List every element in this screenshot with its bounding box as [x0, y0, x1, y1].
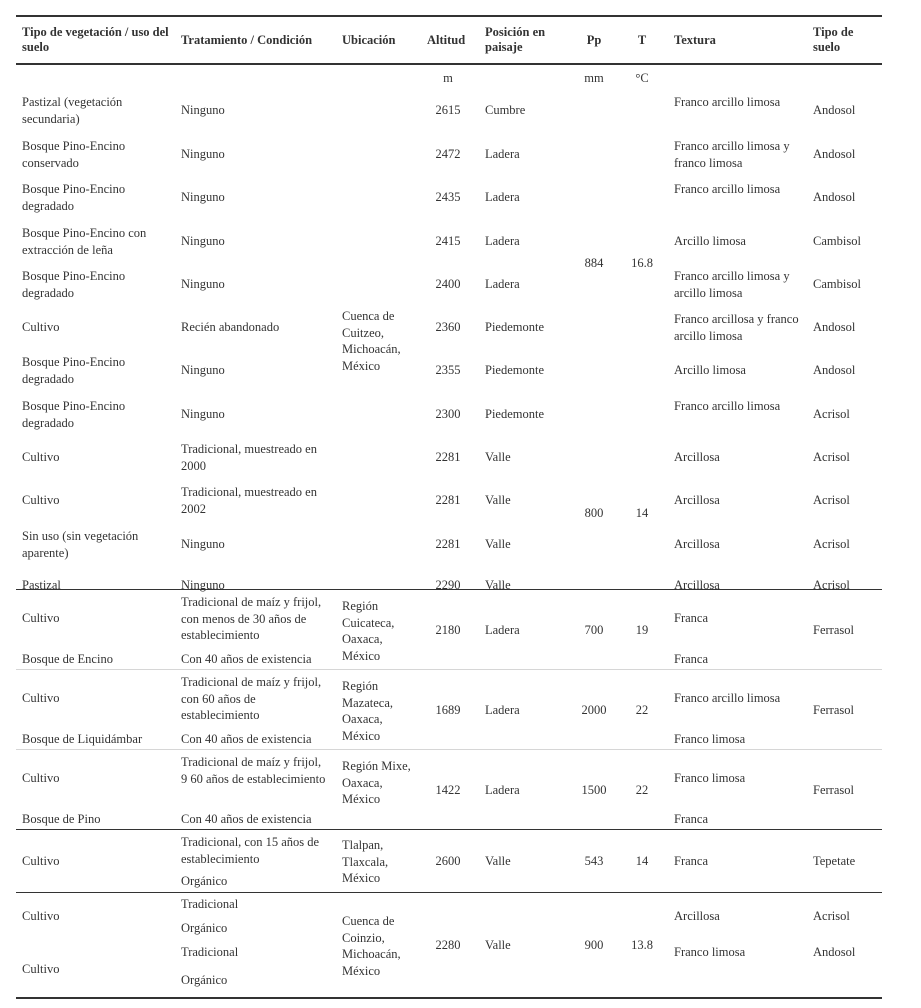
- location-coinzio: Cuenca de Coinzio, Michoacán, México: [342, 914, 401, 978]
- texture-cell: Franco limosa: [674, 771, 746, 785]
- vegetation-cell: Bosque de Liquidámbar: [22, 732, 143, 746]
- soil-type-cell: Acrisol: [813, 407, 850, 421]
- group-separator: [16, 892, 882, 893]
- altitude-tlalpan: 2600: [435, 854, 461, 868]
- altitude-cell: 2360: [435, 320, 461, 334]
- vegetation-cell: Bosque Pino-Encino degradado: [22, 399, 126, 430]
- altitude-cell: 2400: [435, 277, 461, 291]
- vegetation-cell: Cultivo: [22, 450, 60, 464]
- position-cell: Valle: [485, 450, 511, 464]
- soil-type-cell: Cambisol: [813, 234, 861, 248]
- temperature-cell: 19: [635, 623, 649, 637]
- vegetation-coinzio-1: Cultivo: [22, 909, 60, 923]
- soil-type-cell: Andosol: [813, 103, 856, 117]
- temperature-cuitzeo-lower: 14: [635, 506, 649, 520]
- soil-type-cell: Andosol: [813, 147, 856, 161]
- treatment-cell: Tradicional, muestreado en 2002: [181, 485, 317, 516]
- unit-precipitation: mm: [584, 71, 604, 85]
- treatment-tlalpan-organic: Orgánico: [181, 874, 228, 888]
- precipitation-cell: 1500: [581, 783, 607, 797]
- header-soil-type: Tipo de suelo: [813, 25, 854, 54]
- position-cell: Piedemonte: [485, 407, 545, 421]
- texture-tlalpan: Franca: [674, 854, 709, 868]
- vegetation-cell: Cultivo: [22, 771, 60, 785]
- treatment-cell: Tradicional, muestreado en 2000: [181, 442, 317, 473]
- texture-cell: Franco arcillo limosa: [674, 182, 781, 196]
- vegetation-cell: Bosque Pino-Encino degradado: [22, 269, 126, 300]
- position-cell: Ladera: [485, 190, 520, 204]
- treatment-cell: Ninguno: [181, 277, 225, 291]
- soil-type-cell: Andosol: [813, 190, 856, 204]
- position-cell: Valle: [485, 537, 511, 551]
- altitude-cell: 2290: [435, 578, 461, 592]
- altitude-cell: 2615: [435, 103, 461, 117]
- group-separator: [16, 749, 882, 750]
- altitude-cell: 2435: [435, 190, 461, 204]
- vegetation-cell: Bosque de Pino: [22, 812, 101, 826]
- texture-cell: Franco arcillosa y franco arcillo limosa: [674, 312, 799, 343]
- altitude-cell: 2415: [435, 234, 461, 248]
- position-cell: Ladera: [485, 703, 520, 717]
- texture-cell: Franco arcillo limosa: [674, 399, 781, 413]
- position-cell: Piedemonte: [485, 320, 545, 334]
- vegetation-cell: Cultivo: [22, 493, 60, 507]
- vegetation-cell: Bosque Pino-Encino degradado: [22, 182, 126, 213]
- texture-cell: Franco limosa: [674, 732, 746, 746]
- texture-coinzio-1: Arcillosa: [674, 909, 720, 923]
- treatment-tlalpan-traditional: Tradicional, con 15 años de establecimiento: [181, 835, 320, 866]
- texture-cell: Arcillosa: [674, 537, 720, 551]
- unit-temperature: °C: [635, 71, 649, 85]
- soil-tlalpan: Tepetate: [813, 854, 856, 868]
- treatment-cell: Ninguno: [181, 407, 225, 421]
- vegetation-cell: Cultivo: [22, 320, 60, 334]
- location-cuitzeo: Cuenca de Cuitzeo, Michoacán, México: [342, 309, 401, 373]
- treatment-cell: Con 40 años de existencia: [181, 732, 312, 746]
- texture-cell: Franco arcillo limosa y franco limosa: [674, 139, 790, 170]
- header-temperature: T: [637, 33, 647, 47]
- treatment-cell: Tradicional de maíz y frijol, con menos de 30 años de establecimiento: [181, 595, 322, 642]
- bottom-rule: [16, 997, 882, 999]
- precipitation-cell: 2000: [581, 703, 607, 717]
- vegetation-cell: Pastizal: [22, 578, 61, 592]
- treatment-cell: Ninguno: [181, 147, 225, 161]
- temperature-cell: 22: [635, 703, 649, 717]
- texture-cell: Franco arcillo limosa: [674, 691, 781, 705]
- position-cell: Ladera: [485, 623, 520, 637]
- temperature-coinzio: 13.8: [631, 938, 653, 952]
- vegetation-cell: Sin uso (sin vegetación aparente): [22, 529, 139, 560]
- vegetation-cell: Cultivo: [22, 691, 60, 705]
- location-tlalpan: Tlalpan, Tlaxcala, México: [342, 838, 389, 885]
- vegetation-cell: Bosque Pino-Encino degradado: [22, 355, 126, 386]
- header-position: Posición en paisaje: [485, 25, 546, 54]
- texture-cell: Franco arcillo limosa y arcillo limosa: [674, 269, 790, 300]
- texture-cell: Arcillo limosa: [674, 234, 746, 248]
- position-cell: Ladera: [485, 234, 520, 248]
- altitude-cell: 2281: [435, 537, 461, 551]
- soil-type-cell: Cambisol: [813, 277, 861, 291]
- unit-altitude: m: [443, 71, 453, 85]
- precipitation-tlalpan: 543: [584, 854, 604, 868]
- soil-type-cell: Acrisol: [813, 537, 850, 551]
- treatment-cell: Ninguno: [181, 234, 225, 248]
- group-separator: [16, 829, 882, 830]
- texture-cell: Franco arcillo limosa: [674, 95, 781, 109]
- soil-coinzio-2: Andosol: [813, 945, 856, 959]
- position-cell: Valle: [485, 493, 511, 507]
- group-separator: [16, 669, 882, 670]
- treatment-coinzio-3: Tradicional: [181, 945, 239, 959]
- treatment-cell: Ninguno: [181, 537, 225, 551]
- soil-type-cell: Andosol: [813, 363, 856, 377]
- position-tlalpan: Valle: [485, 854, 511, 868]
- header-location: Ubicación: [342, 33, 396, 47]
- precipitation-cell: 700: [584, 623, 604, 637]
- vegetation-cell: Cultivo: [22, 611, 60, 625]
- texture-cell: Franca: [674, 812, 709, 826]
- altitude-cell: 2300: [435, 407, 461, 421]
- treatment-cell: Recién abandonado: [181, 320, 280, 334]
- treatment-cell: Con 40 años de existencia: [181, 812, 312, 826]
- treatment-cell: Ninguno: [181, 578, 225, 592]
- header-rule: [16, 63, 882, 65]
- texture-coinzio-2: Franco limosa: [674, 945, 746, 959]
- position-cell: Piedemonte: [485, 363, 545, 377]
- treatment-cell: Ninguno: [181, 103, 225, 117]
- vegetation-cell: Bosque de Encino: [22, 652, 113, 666]
- texture-cell: Arcillosa: [674, 493, 720, 507]
- top-rule: [16, 15, 882, 17]
- altitude-cell: 2281: [435, 493, 461, 507]
- altitude-coinzio: 2280: [435, 938, 461, 952]
- soil-coinzio-1: Acrisol: [813, 909, 850, 923]
- position-cell: Ladera: [485, 277, 520, 291]
- position-cell: Valle: [485, 578, 511, 592]
- header-vegetation: Tipo de vegetación / uso del suelo: [22, 25, 169, 54]
- vegetation-cell: Pastizal (vegetación secundaria): [22, 95, 123, 126]
- temperature-cell: 22: [635, 783, 649, 797]
- temperature-tlalpan: 14: [635, 854, 649, 868]
- texture-cell: Arcillosa: [674, 578, 720, 592]
- header-altitude: Altitud: [427, 33, 466, 47]
- treatment-cell: Ninguno: [181, 190, 225, 204]
- position-coinzio: Valle: [485, 938, 511, 952]
- location-cell: Región Mixe, Oaxaca, México: [342, 759, 411, 806]
- position-cell: Ladera: [485, 147, 520, 161]
- soil-type-cell: Ferrasol: [813, 703, 854, 717]
- soil-type-cell: Acrisol: [813, 450, 850, 464]
- header-treatment: Tratamiento / Condición: [181, 33, 313, 47]
- treatment-cell: Con 40 años de existencia: [181, 652, 312, 666]
- temperature-cuitzeo-upper: 16.8: [631, 256, 653, 270]
- precipitation-cuitzeo-upper: 884: [584, 256, 604, 270]
- texture-cell: Franca: [674, 611, 709, 625]
- texture-cell: Arcillo limosa: [674, 363, 746, 377]
- altitude-cell: 1689: [435, 703, 461, 717]
- texture-cell: Franca: [674, 652, 709, 666]
- altitude-cell: 2355: [435, 363, 461, 377]
- vegetation-cell: Bosque Pino-Encino con extracción de leña: [22, 226, 147, 257]
- position-cell: Ladera: [485, 783, 520, 797]
- soil-type-cell: Acrisol: [813, 578, 850, 592]
- soil-type-cell: Ferrasol: [813, 783, 854, 797]
- vegetation-cell: Bosque Pino-Encino conservado: [22, 139, 126, 170]
- treatment-cell: Tradicional de maíz y frijol, 9 60 años de establecimiento: [181, 755, 326, 786]
- treatment-coinzio-2: Orgánico: [181, 921, 228, 935]
- soil-type-cell: Acrisol: [813, 493, 850, 507]
- altitude-cell: 2281: [435, 450, 461, 464]
- altitude-cell: 2180: [435, 623, 461, 637]
- treatment-cell: Tradicional de maíz y frijol, con 60 años de establecimiento: [181, 675, 322, 722]
- location-cell: Región Mazateca, Oaxaca, México: [342, 679, 394, 743]
- precipitation-coinzio: 900: [584, 938, 604, 952]
- texture-cell: Arcillosa: [674, 450, 720, 464]
- position-cell: Cumbre: [485, 103, 526, 117]
- soil-type-cell: Andosol: [813, 320, 856, 334]
- altitude-cell: 2472: [435, 147, 461, 161]
- location-cell: Región Cuicateca, Oaxaca, México: [342, 599, 395, 663]
- vegetation-tlalpan: Cultivo: [22, 854, 60, 868]
- treatment-coinzio-1: Tradicional: [181, 897, 239, 911]
- header-texture: Textura: [674, 33, 716, 47]
- treatment-cell: Ninguno: [181, 363, 225, 377]
- altitude-cell: 1422: [435, 783, 461, 797]
- precipitation-cuitzeo-lower: 800: [584, 506, 604, 520]
- header-precipitation: Pp: [586, 33, 602, 47]
- soil-type-cell: Ferrasol: [813, 623, 854, 637]
- treatment-coinzio-4: Orgánico: [181, 973, 228, 987]
- vegetation-coinzio-2: Cultivo: [22, 962, 60, 976]
